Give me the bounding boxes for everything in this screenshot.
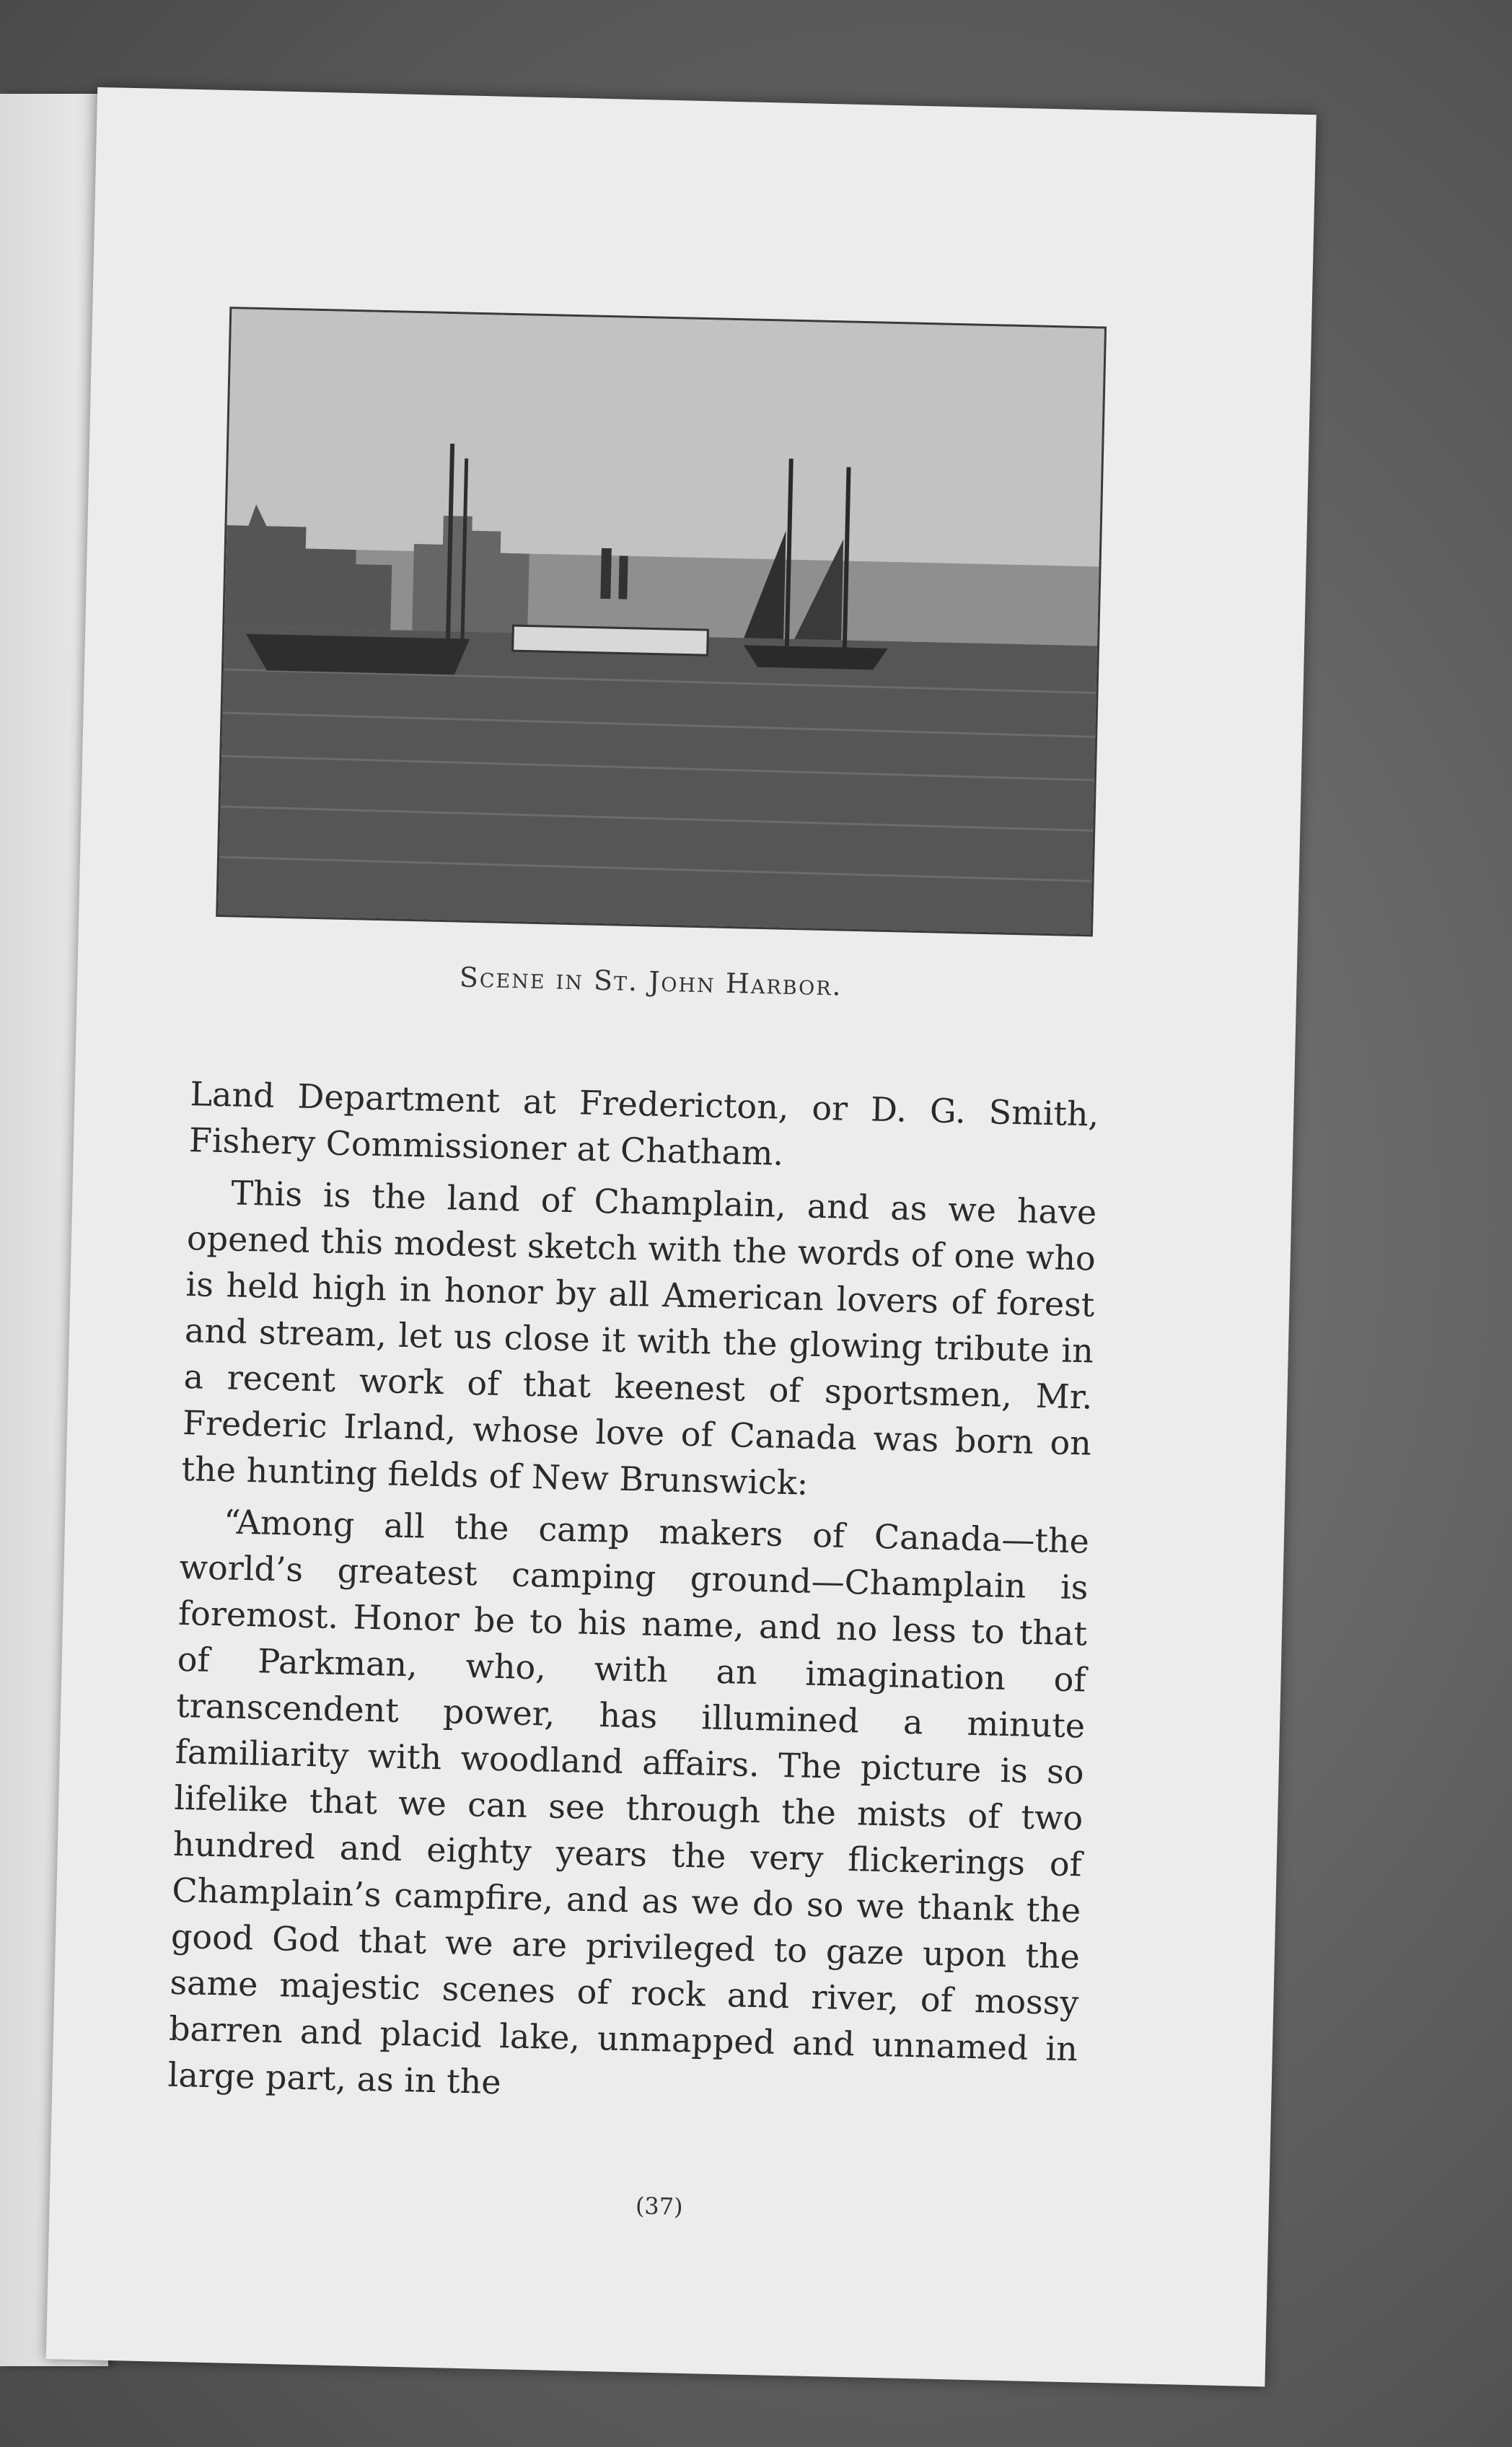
page-number: (37) [635, 2192, 684, 2220]
photo-caption: Scene in St. John Harbor. [459, 961, 843, 1002]
body-text [167, 1071, 1099, 2124]
paragraph-3: “Among all the camp makers of Canada—the world’s greatest camping ground—Champlain is foremost. Honor be to his name, and no less to that of Parkman, who, with an imagination of transcendent power, has illumined a minute familiarity with woodland affairs. The picture is so lifelike that we can see through the mists of two hundred and eighty years the very flickerings of Champlain’s campfire, and as we do so we thank the good God that we are privileged to gaze upon the same majestic scenes of rock and river, of mossy barren and placid lake, unmapped and unnamed in large part, as in the [167, 1502, 1090, 2102]
book-page [46, 87, 1317, 2387]
paragraph-2: This is the land of Champlain, and as we have opened this modest sketch with the words of one who is held high in honor by all American lovers of forest and stream, let us close it with the glowing tribute in a recent work of that keenest of sportsmen, Mr. Frederic Irland, whose love of Canada was born on the hunting fields of New Brunswick: [181, 1173, 1097, 1503]
harbor-photograph [216, 307, 1107, 936]
paragraph-1: Land Department at Fredericton, or D. G. Smith, Fishery Commissioner at Chatham. [188, 1074, 1099, 1173]
harbor-illustration [218, 309, 1104, 934]
